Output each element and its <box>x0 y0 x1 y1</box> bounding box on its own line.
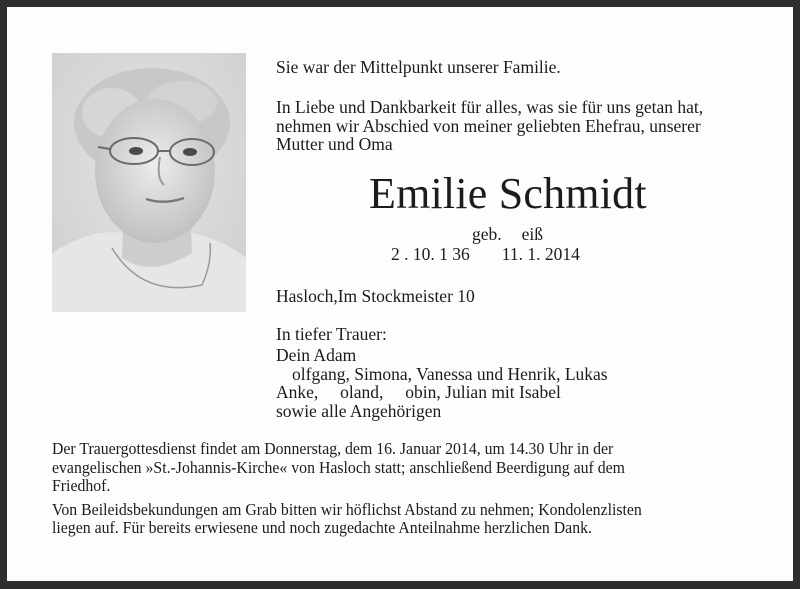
condolences-line: liegen auf. Für bereits erwiesene und noch zugedachte Anteilnahme herzlichen Dank. <box>52 518 592 537</box>
portrait-photo-icon <box>52 53 246 312</box>
birth-name <box>472 225 543 243</box>
death-date: 11. 1. 2014 <box>501 244 580 264</box>
intro-line: Sie war der Mittelpunkt unserer Familie. <box>276 57 561 77</box>
portrait-photo <box>52 53 246 312</box>
service-line: Friedhof. <box>52 476 111 495</box>
intro-paragraph-line: In Liebe und Dankbarkeit für alles, was sie für uns getan hat, <box>276 97 704 117</box>
mourner-line: sowie alle Angehörigen <box>276 400 442 421</box>
intro-paragraph-line: nehmen wir Abschied von meiner geliebten Ehefrau, unserer <box>276 115 701 136</box>
intro-paragraph <box>276 98 703 154</box>
condolences-line: Von Beileidsbekundungen am Grab bitten wir höflichst Abstand zu nehmen; Kondolenzlisten <box>52 499 642 519</box>
birth-name-value: eiß <box>521 224 544 244</box>
intro-paragraph-line: Mutter und Oma <box>276 134 393 154</box>
obituary-notice <box>7 7 793 581</box>
service-line: Der Trauergottesdienst findet am Donnerstag, dem 16. Januar 2014, um 14.30 Uhr in der <box>52 439 614 458</box>
mourner-line: olfgang, Simona, Vanessa und Henrik, Lukas <box>292 363 608 384</box>
mourners-list <box>276 346 608 420</box>
deceased-name: Emilie Schmidt <box>369 169 647 218</box>
funeral-notice <box>52 440 740 538</box>
mourner-line: Anke, oland, obin, Julian mit Isabel <box>276 382 561 402</box>
birth-date: 2 . 10. 1 36 <box>391 244 470 264</box>
mourner-line: Dein Adam <box>276 345 357 365</box>
condolences-paragraph <box>52 501 740 538</box>
birth-name-prefix: geb. <box>472 224 502 244</box>
service-paragraph <box>52 440 740 496</box>
address: Hasloch,Im Stockmeister 10 <box>276 286 475 306</box>
mourners-header: In tiefer Trauer: <box>276 324 387 344</box>
service-line: evangelischen »St.-Johannis-Kirche« von Hasloch statt; anschließend Beerdigung auf dem <box>52 457 625 477</box>
life-dates <box>391 245 580 263</box>
